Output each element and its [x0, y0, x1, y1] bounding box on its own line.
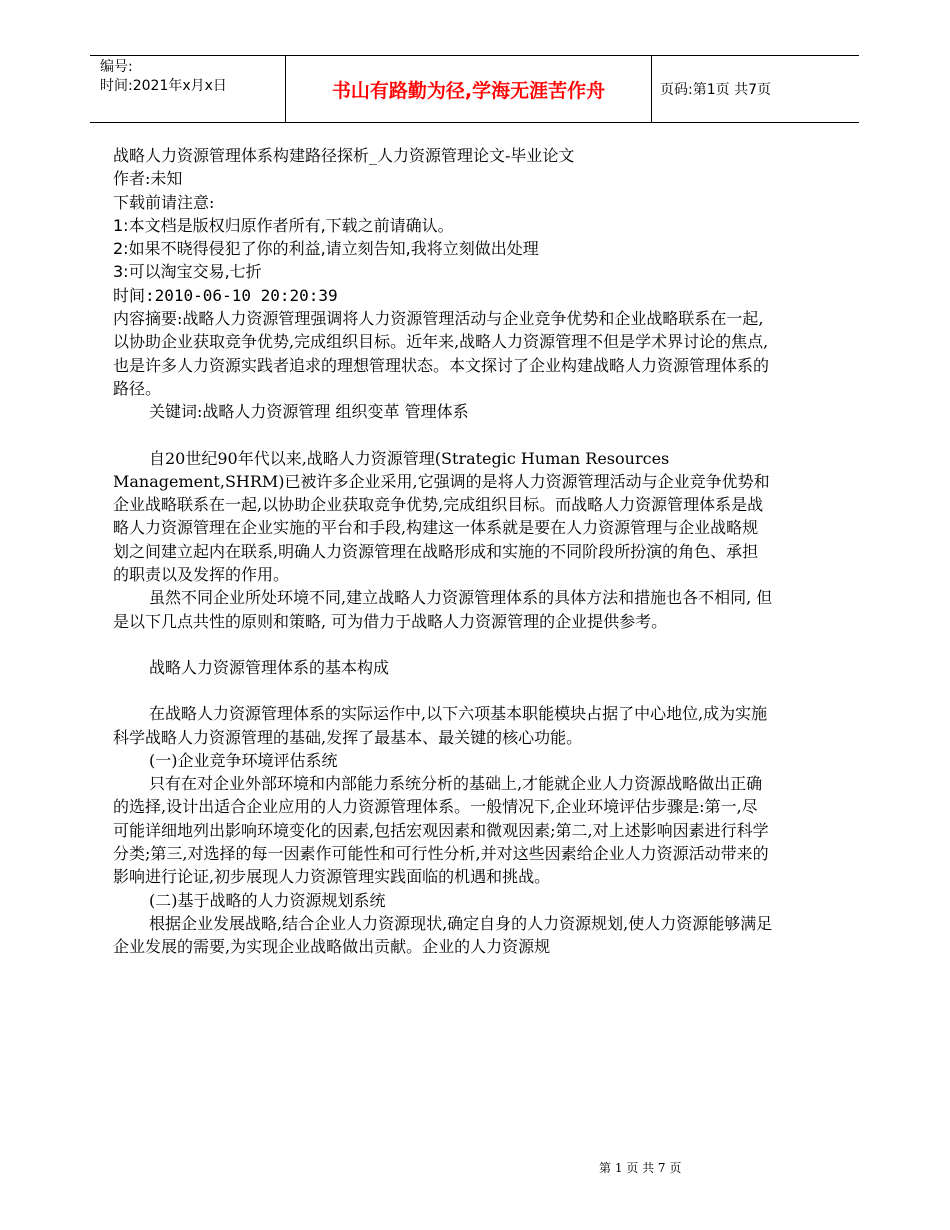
spacer: [113, 633, 773, 656]
keywords: 关键词:战略人力资源管理 组织变革 管理体系: [149, 402, 469, 422]
notice-item: 1:本文档是版权归原作者所有,下载之前请确认。: [113, 215, 454, 235]
notice-item: 3:可以淘宝交易,七折: [113, 262, 262, 282]
body-paragraph: 虽然不同企业所处环境不同,建立战略人力资源管理体系的具体方法和措施也各不相同, 但是以下几点共性的原则和策略, 可为借力于战略人力资源管理的企业提供参考。: [113, 588, 773, 631]
body-paragraph: 根据企业发展战略,结合企业人力资源现状,确定自身的人力资源规划,使人力资源能够满足企业发展的需要,为实现企业战略做出贡献。企业的人力资源规: [113, 913, 773, 957]
document-body: [113, 144, 773, 959]
section-heading: 战略人力资源管理体系的基本构成: [149, 657, 390, 677]
body-paragraph: 自20世纪90年代以来,战略人力资源管理(Strategic Human Resources Management,SHRM)已被许多企业采用,它强调的是将人力资源管理活动与企业竞争优势和企业战略联系在一起,以协助企业获取竞争优势,完成组织目标。而战略人力资源管理体系是战略人力资源管理在企业实施的平台和手段,构建这一体系就是要在人力资源管理与企业战略规划之间建立起内在联系,明确人力资源管理在战略形成和实施的不同阶段所扮演的角色、承担的职责以及发挥的作用。: [113, 448, 770, 585]
page-header: [90, 55, 859, 123]
document-title: 战略人力资源管理体系构建路径探析_人力资源管理论文-毕业论文: [113, 146, 575, 165]
header-meta: [90, 56, 286, 122]
body-paragraph: 只有在对企业外部环境和内部能力系统分析的基础上,才能就企业人力资源战略做出正确的选择,设计出适合企业应用的人力资源管理体系。一般情况下,企业环境评估步骤是:第一,尽可能详细地列出影响环境变化的因素,包括宏观因素和微观因素;第二,对上述影响因素进行科学分类;第三,对选择的每一因素作可能性和可行性分析,并对这些因素给企业人力资源活动带来的影响进行论证,初步展现人力资源管理实践面临的机遇和挑战。: [113, 774, 769, 887]
spacer: [113, 424, 773, 447]
notice-heading: 下载前请注意:: [113, 192, 215, 212]
header-time-label: 时间:2021年x月x日: [100, 78, 227, 94]
header-page-info: 页码:第1页 共7页: [660, 82, 771, 98]
notice-item: 2:如果不晓得侵犯了你的利益,请立刻告知,我将立刻做出处理: [113, 239, 539, 259]
page-footer: 第 1 页 共 7 页: [599, 1161, 682, 1175]
abstract: 内容摘要:战略人力资源管理强调将人力资源管理活动与企业竞争优势和企业战略联系在一起,以协助企业获取竞争优势,完成组织目标。近年来,战略人力资源管理不但是学术界讨论的焦点,也是许多人力资源实践者追求的理想管理状态。本文探讨了企业构建战略人力资源管理体系的路径。: [113, 309, 770, 398]
document-time: 时间:2010-06-10 20:20:39: [113, 285, 338, 305]
spacer: [113, 679, 773, 702]
subsection-heading: (二)基于战略的人力资源规划系统: [149, 890, 386, 910]
subsection-heading: (一)企业竞争环境评估系统: [149, 750, 338, 770]
document-author: 作者:未知: [113, 169, 183, 189]
body-paragraph: 在战略人力资源管理体系的实际运作中,以下六项基本职能模块占据了中心地位,成为实施科学战略人力资源管理的基础,发挥了最基本、最关键的核心功能。: [113, 704, 768, 747]
header-number-label: 编号:: [100, 59, 133, 75]
header-motto: 书山有路勤为径,学海无涯苦作舟: [286, 56, 652, 122]
